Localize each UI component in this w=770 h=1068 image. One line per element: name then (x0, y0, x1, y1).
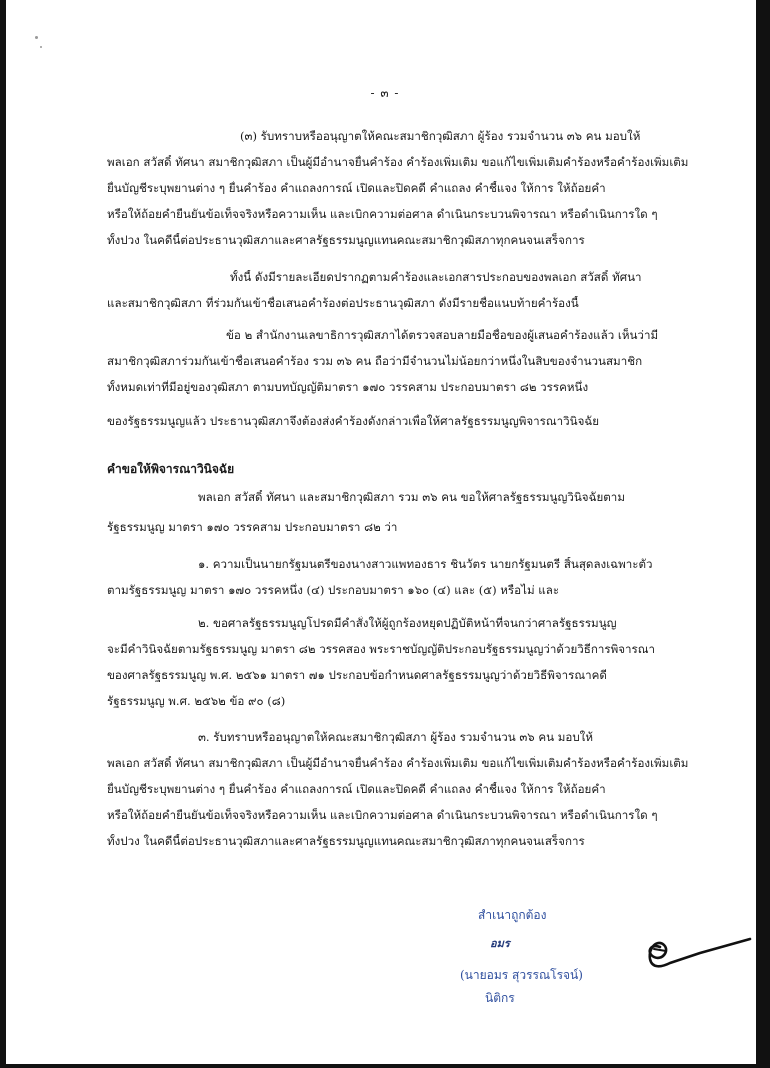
certifier-name: (นายอมร สุวรรณโรจน์) (460, 968, 583, 982)
text-line: สมาชิกวุฒิสภาร่วมกันเข้าชื่อเสนอคำร้อง รวม ๓๖ คน ถือว่ามีจำนวนไม่น้อยกว่าหนึ่งในสิบของจำนวนสมาชิก (107, 354, 697, 368)
text-line: ยื่นบัญชีระบุพยานต่าง ๆ ยื่นคำร้อง คำแถลงการณ์ เปิดและปิดคดี คำแถลง คำชี้แจง ให้การ ให้ถ้อยคำ (107, 782, 697, 796)
text-line: และสมาชิกวุฒิสภา ที่ร่วมกันเข้าชื่อเสนอคำร้องต่อประธานวุฒิสภา ดังมีรายชื่อแนบท้ายคำร้องนี้ (107, 296, 697, 310)
text-line: พลเอก สวัสดิ์ ทัศนา สมาชิกวุฒิสภา เป็นผู้มีอำนาจยื่นคำร้อง คำร้องเพิ่มเติม ขอแก้ไขเพิ่มเติมคำร้องหรือคำร้องเพิ่มเติม (107, 756, 697, 770)
text-line: ของรัฐธรรมนูญแล้ว ประธานวุฒิสภาจึงต้องส่งคำร้องดังกล่าวเพื่อให้ศาลรัฐธรรมนูญพิจารณาวินิจฉัย (107, 414, 697, 428)
text-line: รัฐธรรมนูญ มาตรา ๑๗๐ วรรคสาม ประกอบมาตรา ๘๒ ว่า (107, 520, 697, 534)
text-line: ทั้งปวง ในคดีนี้ต่อประธานวุฒิสภาและศาลรัฐธรรมนูญแทนคณะสมาชิกวุฒิสภาทุกคนจนเสร็จการ (107, 834, 697, 848)
text-line: พลเอก สวัสดิ์ ทัศนา และสมาชิกวุฒิสภา รวม ๓๖ คน ขอให้ศาลรัฐธรรมนูญวินิจฉัยตาม (107, 490, 697, 504)
text-line: ๒. ขอศาลรัฐธรรมนูญโปรดมีคำสั่งให้ผู้ถูกร้องหยุดปฏิบัติหน้าที่จนกว่าศาลรัฐธรรมนูญ (107, 616, 697, 630)
text-line: ทั้งนี้ ดังมีรายละเอียดปรากฏตามคำร้องและเอกสารประกอบของพลเอก สวัสดิ์ ทัศนา (107, 270, 697, 284)
certifier-title: นิติกร (485, 991, 515, 1005)
copy-certified-label: สำเนาถูกต้อง (478, 908, 547, 922)
text-line: ยื่นบัญชีระบุพยานต่าง ๆ ยื่นคำร้อง คำแถลงการณ์ เปิดและปิดคดี คำแถลง คำชี้แจง ให้การ ให้ถ้อยคำ (107, 181, 697, 195)
text-line: ๓. รับทราบหรืออนุญาตให้คณะสมาชิกวุฒิสภา ผู้ร้อง รวมจำนวน ๓๖ คน มอบให้ (107, 730, 697, 744)
text-line: ตามรัฐธรรมนูญ มาตรา ๑๗๐ วรรคหนึ่ง (๔) ประกอบมาตรา ๑๖๐ (๔) และ (๕) หรือไม่ และ (107, 583, 697, 597)
text-line: จะมีคำวินิจฉัยตามรัฐธรรมนูญ มาตรา ๘๒ วรรคสอง พระราชบัญญัติประกอบรัฐธรรมนูญว่าด้วยวิธีการพิจารณา (107, 642, 697, 656)
initials-signature: อมร (490, 937, 510, 950)
text-line: ๑. ความเป็นนายกรัฐมนตรีของนางสาวแพทองธาร ชินวัตร นายกรัฐมนตรี สิ้นสุดลงเฉพาะตัว (107, 557, 697, 571)
text-line: ของศาลรัฐธรรมนูญ พ.ศ. ๒๕๖๑ มาตรา ๗๑ ประกอบข้อกำหนดศาลรัฐธรรมนูญว่าด้วยวิธีพิจารณาคดี (107, 668, 697, 682)
text-line: ทั้งหมดเท่าที่มีอยู่ของวุฒิสภา ตามบทบัญญัติมาตรา ๑๗๐ วรรคสาม ประกอบมาตรา ๘๒ วรรคหนึ่ง (107, 380, 697, 394)
scan-speck (35, 36, 38, 39)
scan-speck (40, 46, 42, 48)
text-line: หรือให้ถ้อยคำยืนยันข้อเท็จจริงหรือความเห็น และเบิกความต่อศาล ดำเนินกระบวนพิจารณา หรือดำเนินการใด ๆ (107, 808, 697, 822)
text-line: หรือให้ถ้อยคำยืนยันข้อเท็จจริงหรือความเห็น และเบิกความต่อศาล ดำเนินกระบวนพิจารณา หรือดำเนินการใด ๆ (107, 207, 697, 221)
page-number: - ๓ - (370, 86, 400, 100)
text-line: พลเอก สวัสดิ์ ทัศนา สมาชิกวุฒิสภา เป็นผู้มีอำนาจยื่นคำร้อง คำร้องเพิ่มเติม ขอแก้ไขเพิ่มเติมคำร้องหรือคำร้องเพิ่มเติม (107, 155, 697, 169)
section-heading: คำขอให้พิจารณาวินิจฉัย (107, 462, 235, 476)
text-line: ข้อ ๒ สำนักงานเลขาธิการวุฒิสภาได้ตรวจสอบลายมือชื่อของผู้เสนอคำร้องแล้ว เห็นว่ามี (107, 328, 697, 342)
text-line: ทั้งปวง ในคดีนี้ต่อประธานวุฒิสภาและศาลรัฐธรรมนูญแทนคณะสมาชิกวุฒิสภาทุกคนจนเสร็จการ (107, 233, 697, 247)
text-line: รัฐธรรมนูญ พ.ศ. ๒๕๖๒ ข้อ ๙๐ (๘) (107, 694, 697, 708)
text-line: (๓) รับทราบหรืออนุญาตให้คณะสมาชิกวุฒิสภา ผู้ร้อง รวมจำนวน ๓๖ คน มอบให้ (107, 129, 697, 143)
handwritten-signature (640, 925, 755, 980)
